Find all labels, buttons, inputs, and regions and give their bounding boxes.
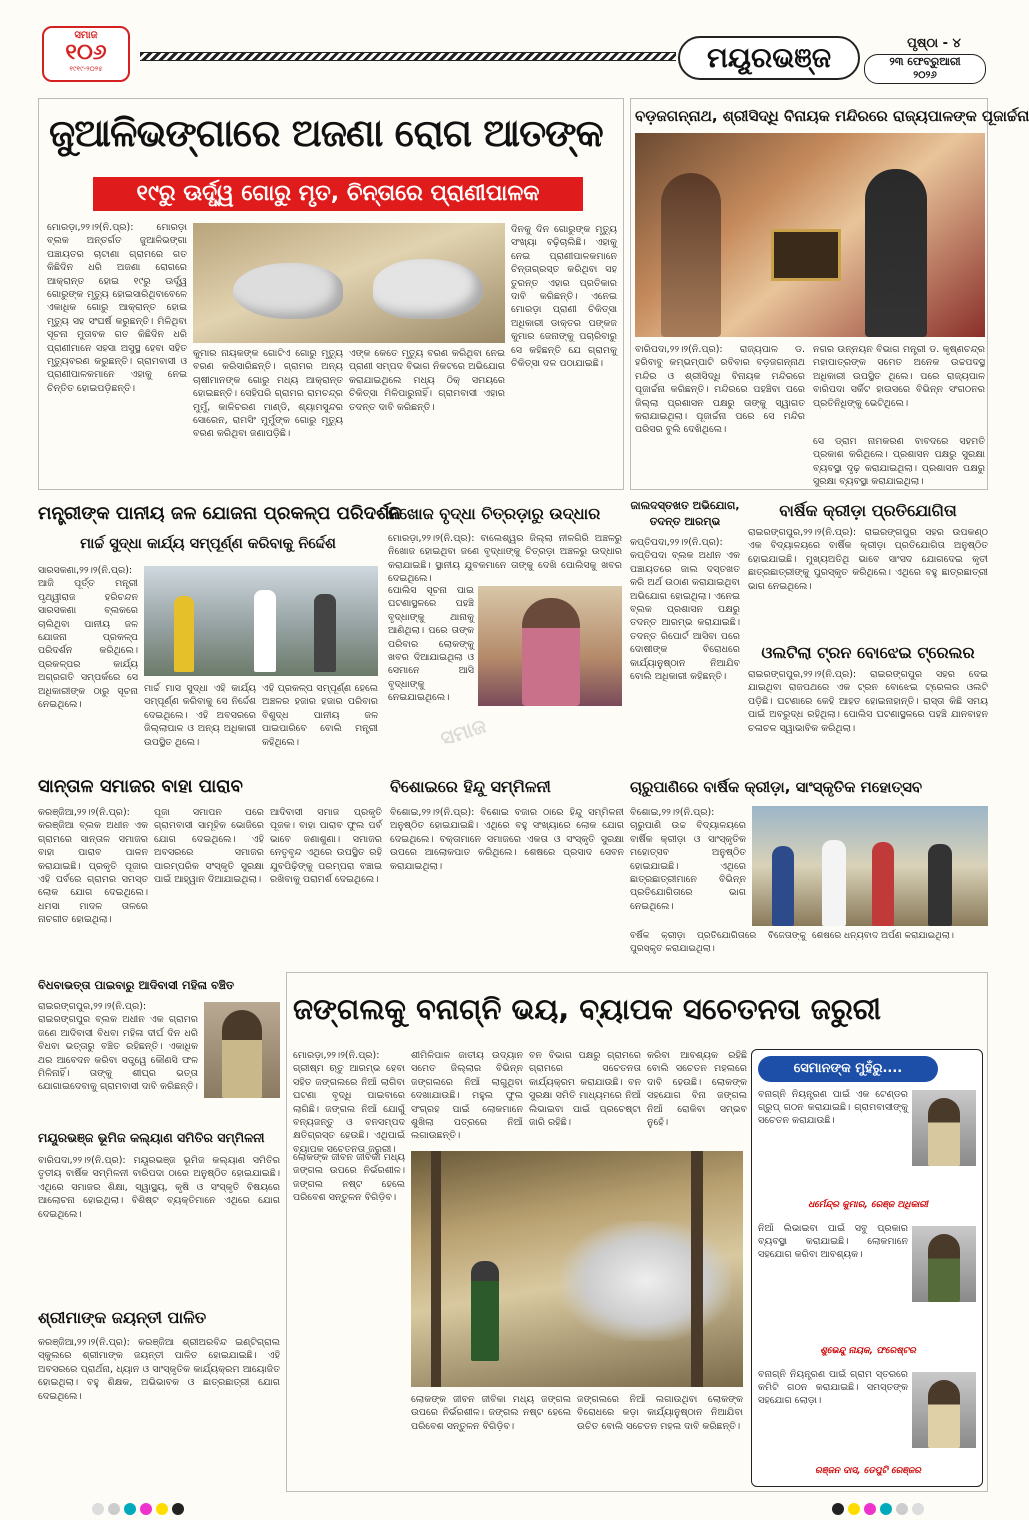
story3-col1: ସାରସକଣା,୨୨।୨(ନି.ପ୍ର): ଆଜି ପୂର୍ତ୍ତ ମନ୍ତ୍ରୀ ପୃଥ୍ୱୀରାଜ ହରିଚନ୍ଦନ ସାରସକଣା ବ୍ଲକରେ ଚାଲିଥିବା ପାନୀୟ ଜଳ ଯୋଜନା ପ୍ରକଳ୍ପ ପରିଦର୍ଶନ କରିଥିଲେ। ପ୍ରକଳ୍ପର କାର୍ଯ୍ୟ ଅଗ୍ରଗତି ସମ୍ପର୍କରେ ସେ ଅଧିକାରୀଙ୍କ ଠାରୁ ସୂଚନା ନେଇଥିଲେ।	[38, 565, 138, 711]
story14-lower-left: ଲୋକଙ୍କ ଜୀବନ ଜୀବିକା ମଧ୍ୟ ଜଙ୍ଗଲ ଉପରେ ନିର୍ଭରଶୀଳ। ଜଙ୍ଗଲ ନଷ୍ଟ ହେଲେ ପରିବେଶ ସନ୍ତୁଳନ ବିଗିଡ଼ିବ।	[411, 1394, 571, 1432]
masthead	[0, 0, 1024, 92]
smoke-cloud	[561, 1221, 731, 1341]
story1-col1: ମୋରଡ଼ା,୨୨।୨(ନି.ପ୍ର): ମୋରଡ଼ା ବ୍ଲକ ଅନ୍ତର୍ଗତ ଜୁଆଳିଭଙ୍ଗା ପଞ୍ଚାୟତର ଚାଟାଣା ଗ୍ରାମରେ ଗତ କିଛିଦିନ ଧରି ଅଜଣା ରୋଗରେ ଆକ୍ରାନ୍ତ ହୋଇ ୧୯ରୁ ଊର୍ଦ୍ଧ୍ୱ ଗୋରୁଙ୍କ ମୃତ୍ୟୁ ହୋଇସାରିଥିବାବେଳେ ଏକାଧିକ ଗୋରୁ ଆକ୍ରାନ୍ତ ହୋଇ ମୃତ୍ୟୁ ସହ ସଂଘର୍ଷ କରୁଛନ୍ତି। ମିଳିଥିବା ସୂଚନା ମୁତାବକ ଗତ କିଛିଦିନ ଧରି ପ୍ରାଣୀମାନେ ସହସା ଅସୁସ୍ଥ ହେବା ସହିତ ମୃତ୍ୟୁବରଣ କରୁଛନ୍ତି। ଗ୍ରାମବାସୀ ଓ ପ୍ରାଣୀପାଳକମାନେ ଏହାକୁ ନେଇ ଚିନ୍ତିତ ହୋଇପଡ଼ିଛନ୍ତି।	[47, 222, 187, 394]
story14-col3: ବନ ବିଭାଗ ପକ୍ଷରୁ ଗ୍ରାମରେ ଗ୍ରାମରେ ସଚେତନତା କାର୍ଯ୍ୟକ୍ରମ କରାଯାଉଛି। ବନ ସୁରକ୍ଷା ସମିତି ମାଧ୍ୟମରେ ନିଆଁ ଲିଭାଇବା ପାଇଁ ପ୍ରଚେଷ୍ଟା ଜାରି ରହିଛି।	[529, 1050, 641, 1129]
story3-photo	[144, 566, 378, 676]
story-forged-signature	[630, 496, 740, 766]
story14-lower-right: ଜଙ୍ଗଲରେ ନିଆଁ ଲଗାଉଥିବା ଲୋକଙ୍କ ବିରୋଧରେ କଡ଼ା କାର୍ଯ୍ୟାନୁଷ୍ଠାନ ନିଆଯିବା ଉଚିତ ବୋଲି ସଚେତନ ମହଲ ଦାବି କରିଛନ୍ତି।	[577, 1394, 743, 1432]
worker-figure-3	[314, 594, 336, 672]
color-dot	[912, 1503, 924, 1515]
story8-headline: ସାନ୍ତାଳ ସମାଜର ବାହା ପାରାବ	[38, 776, 243, 797]
tree-trunk-2	[691, 1151, 703, 1387]
story1-col2: କୁମାର ନାୟକଙ୍କ ଗୋଟିଏ ଗୋରୁ ମୃତ୍ୟୁ ବରଣ କରିସାରିଛନ୍ତି। ଗ୍ରାମର ଅନ୍ୟ ଚାଷୀମାନଙ୍କ ଗୋରୁ ମଧ୍ୟ ଆକ୍ରାନ୍ତ ହୋଇଛନ୍ତି। ସେହିପରି ଗ୍ରାମର ରାମଚନ୍ଦ୍ର ମୁର୍ମୁ, କାଳିଚରଣ ମାଣ୍ଡି, ଶ୍ୟାମସୁନ୍ଦର ସୋରେନ, ରାମସିଂ ମୁର୍ମୁଙ୍କ ଗୋରୁ ମୃତ୍ୟୁ ବରଣ କରିଥିବା ଜଣାପଡ଼ିଛି।	[193, 348, 343, 440]
story-sri-maa-jayanti	[38, 1302, 280, 1492]
story12-body: ବାରିପଦା,୨୨।୨(ନି.ପ୍ର): ମୟୂରଭଞ୍ଜ ଭୂମିଜ କଲ୍ୟାଣ ସମିତିର ତୃତୀୟ ବାର୍ଷିକ ସମ୍ମିଳନୀ ବାରିପଦା ଠାରେ ଅନୁଷ୍ଠିତ ହୋଇଯାଇଛି। ଏଥିରେ ସମାଜର ଶିକ୍ଷା, ସ୍ୱାସ୍ଥ୍ୟ, କୃଷି ଓ ସଂସ୍କୃତି ବିଷୟରେ ଆଲୋଚନା ହୋଇଥିଲା। ବିଶିଷ୍ଟ ବ୍ୟକ୍ତିମାନେ ଏଥିରେ ଯୋଗ ଦେଇଥିଲେ।	[38, 1155, 280, 1220]
story7-body: ରାଇରଙ୍ଗପୁର,୨୨।୨(ନି.ପ୍ର): ରାଇରଙ୍ଗପୁର ସହର ଦେଇ ଯାଇଥିବା ରାଜପଥରେ ଏକ ଟ୍ରନ ବୋଝେଇ ଟ୍ରେଲର ଓଲଟି ପଡ଼ିଛି। ଘଟଣାରେ କେହି ଆହତ ହୋଇନାହାନ୍ତି। ରାସ୍ତା କିଛି ସମୟ ପାଇଁ ଅବରୁଦ୍ଧ ରହିଥିଲା। ପୋଲିସ ଘଟଣାସ୍ଥଳରେ ପହଞ୍ଚି ଯାନବାହନ ଚଳାଚଳ ସ୍ୱାଭାବିକ କରିଥିଲା।	[748, 669, 988, 734]
color-dot	[140, 1503, 152, 1515]
story14-col1: ମୋରଡ଼ା,୨୨।୨(ନି.ପ୍ର): ଗ୍ରୀଷ୍ମ ଋତୁ ଆରମ୍ଭ ହେବା ସହିତ ଜଙ୍ଗଲରେ ନିଆଁ ଲାଗିବା ଘଟଣା ବୃଦ୍ଧି ପାଇବାରେ ଲାଗିଛି। ଜଙ୍ଗଲ ନିଆଁ ଯୋଗୁଁ ବନ୍ୟଜନ୍ତୁ ଓ ବନସମ୍ପଦ କ୍ଷତିଗ୍ରସ୍ତ ହେଉଛି। ଏଥିପାଇଁ ବ୍ୟାପକ ସଚେତନତା ଜରୁରୀ।	[293, 1050, 405, 1155]
story14-col4: କରିବା ଆବଶ୍ୟକ ରହିଛି ବୋଲି ସଚେତନ ମହଲରେ ଦାବି ହେଉଛି। ଲୋକଙ୍କ ସହଯୋଗ ବିନା ଜଙ୍ଗଲ ନିଆଁ ରୋକିବା ସମ୍ଭବ ନୁହେଁ।	[647, 1050, 747, 1129]
color-dot	[124, 1503, 136, 1515]
tree-trunk-1	[431, 1151, 441, 1387]
story14-col2: ଶୀମିଳିପାଳ ଜାତୀୟ ଉଦ୍ୟାନ ସମେତ ଜିଲ୍ଲାର ବିଭିନ୍ନ ଜଙ୍ଗଲରେ ନିଆଁ ଲାଗୁଥିବା ଦେଖାଯାଉଛି। ମହୁଲ ଫୁଲ ସଂଗ୍ରହ ପାଇଁ ଲୋକମାନେ ଶୁଖିଲା ପତ୍ରରେ ନିଆଁ ଲଗାଉଛନ୍ତି।	[411, 1050, 523, 1142]
story3-col3: ଏହି ପ୍ରକଳ୍ପ ସମ୍ପୂର୍ଣ୍ଣ ହେଲେ ଅଞ୍ଚଳର ହଜାର ହଜାର ପରିବାର ବିଶୁଦ୍ଧ ପାନୀୟ ଜଳ ପାଇପାରିବେ ବୋଲି ମନ୍ତ୍ରୀ କହିଥିଲେ।	[262, 683, 378, 748]
worker-figure-2	[254, 590, 276, 672]
story2-headline: ବଡ଼ଜଗନ୍ନାଥ, ଶ୍ରୀସିଦ୍ଧି ବିନାୟକ ମନ୍ଦିରରେ ରାଜ୍ୟପାଳଙ୍କ ପୂଜାର୍ଚ୍ଚନା	[635, 107, 1029, 125]
story14-photo	[411, 1151, 743, 1387]
priest-figure	[661, 173, 721, 337]
story9-body: ବିଶୋଇ,୨୨।୨(ନି.ପ୍ର): ବିଶୋଇ ବଜାର ଠାରେ ହିନ୍ଦୁ ସମ୍ମିଳନୀ ଅନୁଷ୍ଠିତ ହୋଇଯାଇଛି। ଏଥିରେ ବହୁ ସଂଖ୍ୟାରେ ଲୋକ ଯୋଗ ଦେଇଥିଲେ। ବକ୍ତାମାନେ ସମାଜରେ ଏକତା ଓ ସଂସ୍କୃତି ସୁରକ୍ଷା ଉପରେ ଆଲୋକପାତ କରିଥିଲେ। ଶେଷରେ ପ୍ରସାଦ ସେବନ କରାଯାଇଥିଲା।	[390, 807, 624, 872]
opinion-1-photo	[912, 1090, 976, 1166]
logo-number: ୧୦୬	[65, 40, 107, 65]
story11-headline: ବିଧବାଭତ୍ତା ପାଇବାରୁ ଆଦିବାସୀ ମହିଳା ବଞ୍ଚିତ	[38, 978, 235, 992]
story-hindu-sammelan	[390, 770, 624, 966]
framed-deity-image	[771, 229, 841, 281]
color-dot	[880, 1503, 892, 1515]
color-dot	[172, 1503, 184, 1515]
color-dot	[156, 1503, 168, 1515]
story-annual-sports	[748, 496, 988, 636]
opinion-1-text: ବନାଗ୍ନି ନିୟନ୍ତ୍ରଣ ପାଇଁ ଏକ ଟେଣ୍ଡର ଗ୍ରୁପ୍ ଗଠନ କରାଯାଇଛି। ଗ୍ରାମବାସୀଙ୍କୁ ସଚେତନ କରାଯାଉଛି।	[758, 1089, 908, 1127]
story-santal-baha	[38, 770, 382, 966]
story11-body: ରାଇରଙ୍ଗପୁର,୨୨।୨(ନି.ପ୍ର): ରାଇରଙ୍ଗପୁର ବ୍ଲକ ଅଧୀନ ଏକ ଗ୍ରାମର ଜଣେ ଆଦିବାସୀ ବିଧବା ମହିଳା ଦୀର୍ଘ ଦିନ ଧରି ବିଧବା ଭତ୍ତାରୁ ବଞ୍ଚିତ ରହିଛନ୍ତି। ଏକାଧିକ ଥର ଆବେଦନ କରିବା ସତ୍ତ୍ୱେ କୌଣସି ଫଳ ମିଳିନାହିଁ। ତାଙ୍କୁ ଶୀଘ୍ର ଭତ୍ତା ଯୋଗାଇଦେବାକୁ ଗ୍ରାମବାସୀ ଦାବି କରିଛନ୍ତି।	[38, 1001, 198, 1093]
story-water-project	[38, 496, 402, 766]
date-line1: ୨୩ ଫେବ୍ରୁଆରୀ	[889, 55, 961, 68]
story5-headline: ଜାଲଦସ୍ତଖତ ଅଭିଯୋଗ, ତଦନ୍ତ ଆରମ୍ଭ	[630, 499, 740, 528]
newspaper-logo	[42, 26, 130, 82]
story9-headline: ବିଶୋଇରେ ହିନ୍ଦୁ ସମ୍ମିଳନୀ	[390, 777, 551, 796]
story10-col1: ବିଶୋଇ,୨୨।୨(ନି.ପ୍ର): ଚାରୁପାଣି ଉଚ୍ଚ ବିଦ୍ୟାଳୟରେ ବାର୍ଷିକ କ୍ରୀଡ଼ା ଓ ସାଂସ୍କୃତିକ ମହୋତ୍ସବ ଅନୁଷ୍ଠିତ ହୋଇଯାଇଛି। ଏଥିରେ ଛାତ୍ରଛାତ୍ରୀମାନେ ବିଭିନ୍ନ ପ୍ରତିଯୋଗିତାରେ ଭାଗ ନେଇଥିଲେ।	[630, 807, 746, 912]
story13-body: କରଞ୍ଜିଆ,୨୨।୨(ନି.ପ୍ର): କରଞ୍ଜିଆ ଶ୍ରୀଅରବିନ୍ଦ ଇଣ୍ଟିଗ୍ରାଲ ସ୍କୁଲରେ ଶ୍ରୀମାଙ୍କ ଜୟନ୍ତୀ ପାଳିତ ହୋଇଯାଇଛି। ଏହି ଅବସରରେ ପ୍ରାର୍ଥନା, ଧ୍ୟାନ ଓ ସାଂସ୍କୃତିକ କାର୍ଯ୍ୟକ୍ରମ ଆୟୋଜିତ ହୋଇଥିଲା। ବହୁ ଶିକ୍ଷକ, ଅଭିଭାବକ ଓ ଛାତ୍ରଛାତ୍ରୀ ଯୋଗ ଦେଇଥିଲେ।	[38, 1337, 280, 1402]
story10-caption2: ଶେଷରେ ଧନ୍ୟବାଦ ଅର୍ପଣ କରାଯାଇଥିଲା।	[812, 931, 954, 941]
story2-col3: ସେ ଡ୍ରାମ ନାମକରଣ ବାବଦରେ ସହମତି ପ୍ରକାଶ କରିଥିଲେ। ପ୍ରଶାସନ ପକ୍ଷରୁ ସୁରକ୍ଷା ବ୍ୟବସ୍ଥା ଦୃଢ଼ କରାଯାଇଥିଲା। ପ୍ରଶାସନ ପକ୍ଷରୁ ସୁରକ୍ଷା ବ୍ୟବସ୍ଥା କରାଯାଇଥିଲା।	[813, 436, 985, 488]
story3-subhead: ମାର୍ଚ୍ଚ ସୁଦ୍ଧା କାର୍ଯ୍ୟ ସମ୍ପୂର୍ଣ୍ଣ କରିବାକୁ ନିର୍ଦ୍ଦେଶ	[80, 536, 336, 552]
officer-figure-2	[928, 1234, 960, 1302]
story6-body: ରାଇରଙ୍ଗପୁର,୨୨।୨(ନି.ପ୍ର): ରାଇରଙ୍ଗପୁର ସହର ଉପକଣ୍ଠ ଏକ ବିଦ୍ୟାଳୟରେ ବାର୍ଷିକ କ୍ରୀଡ଼ା ପ୍ରତିଯୋଗିତା ଅନୁଷ୍ଠିତ ହୋଇଯାଇଛି। ମୁଖ୍ୟଅତିଥି ଭାବେ ସାଂସଦ ଯୋଗଦେଇ କୃତୀ ଛାତ୍ରଛାତ୍ରୀଙ୍କୁ ପୁରସ୍କୃତ କରିଥିଲେ। ଏଥିରେ ବହୁ ଛାତ୍ରଛାତ୍ରୀ ଭାଗ ନେଇଥିଲେ।	[748, 527, 988, 592]
story-widow-pension	[38, 972, 280, 1122]
opinion-3-name: ରଞ୍ଜନ ଦାସ, ଡେପୁଟି ରେଞ୍ଜର	[815, 1466, 921, 1476]
opinion-2-photo	[912, 1226, 976, 1302]
story8-col2: ପୂଜା ସମାପନ ପରେ ଗ୍ରାମବାସୀ ସାମୂହିକ ଭୋଜିରେ ଯୋଗ ଦେଇଥିଲେ। ଏହି ଅବସରରେ ସମାଜର ପାରମ୍ପରିକ ସଂସ୍କୃତି ସୁରକ୍ଷା ପାଇଁ ଆହ୍ୱାନ ଦିଆଯାଇଥିଲା।	[154, 807, 264, 886]
story10-photo	[752, 806, 988, 926]
forest-worker-figure	[471, 1261, 499, 1361]
opinion-2-text: ନିଆଁ ଲିଭାଇବା ପାଇଁ ସବୁ ପ୍ରକାର ବ୍ୟବସ୍ଥା କରାଯାଇଛି। ଲୋକମାନେ ସହଯୋଗ କରିବା ଆବଶ୍ୟକ।	[758, 1223, 908, 1261]
color-dot	[108, 1503, 120, 1515]
group-figure-1	[772, 846, 794, 926]
story11-photo	[204, 1002, 280, 1098]
color-dot	[832, 1503, 844, 1515]
story2-col2: ନଗର ଉନ୍ନୟନ ବିଭାଗ ମନ୍ତ୍ରୀ ଡ. କୃଷ୍ଣଚନ୍ଦ୍ର ମହାପାତ୍ରଙ୍କ ସମେତ ଅନେକ ଉଚ୍ଚପଦସ୍ଥ ଅଧିକାରୀ ଉପସ୍ଥିତ ଥିଲେ। ପରେ ରାଜ୍ୟପାଳ ବାରିପଦା ସର୍କିଟ ହାଉସରେ ବିଭିନ୍ନ ସଂଗଠନର ପ୍ରତିନିଧିଙ୍କୁ ଭେଟିଥିଲେ।	[813, 344, 985, 409]
opinion-3-photo	[912, 1372, 976, 1448]
story8-col3: ଆଦିବାସୀ ସମାଜ ପ୍ରକୃତି ପୂଜକ। ବାହା ପାରାବ ଫୁଲ ପର୍ବ ଭାବେ ଜଣାଶୁଣା। ସମାଜର ନେତୃବୃନ୍ଦ ଏଥିରେ ଉପସ୍ଥିତ ରହି ଯୁବପିଢ଼ିଙ୍କୁ ପରମ୍ପରା ବଞ୍ଚାଇ ରଖିବାକୁ ପରାମର୍ଶ ଦେଇଥିଲେ।	[270, 807, 382, 886]
page-number: ପୃଷ୍ଠା - ୪	[907, 36, 961, 51]
story3-headline: ମନ୍ତ୍ରୀଙ୍କ ପାନୀୟ ଜଳ ଯୋଜନା ପ୍ରକଳ୍ପ ପରିଦର୍ଶନ	[38, 503, 402, 524]
footer-color-bar-right	[830, 1500, 940, 1512]
story6-headline: ବାର୍ଷିକ କ୍ରୀଡ଼ା ପ୍ରତିଯୋଗିତା	[779, 501, 957, 520]
story-governor-puja	[630, 98, 1029, 490]
story4-col1: ମୋରଡ଼ା,୨୨।୨(ନି.ପ୍ର): ବାଲେଶ୍ୱର ଜିଲ୍ଲା ନୀଳଗିରି ଅଞ୍ଚଳରୁ ନିଖୋଜ ହୋଇଥିବା ଜଣେ ବୃଦ୍ଧାଙ୍କୁ ଚିତ୍ରଡ଼ା ଅଞ୍ଚଳରୁ ଉଦ୍ଧାର କରାଯାଇଛି। ସ୍ଥାନୀୟ ଯୁବକମାନେ ତାଙ୍କୁ ଦେଖି ପୋଲିସକୁ ଖବର ଦେଇଥିଲେ।	[388, 533, 622, 585]
date-box	[864, 54, 986, 84]
group-figure-2	[822, 840, 846, 926]
story5-body: କପ୍ତିପଦା,୨୨।୨(ନି.ପ୍ର): କପ୍ତିପଦା ବ୍ଲକ ଅଧୀନ ଏକ ପଞ୍ଚାୟତରେ ଜାଲ ଦସ୍ତଖତ କରି ଅର୍ଥ ଉଠାଣ କରାଯାଇଥିବା ଅଭିଯୋଗ ହୋଇଥିଲା। ଏନେଇ ବ୍ଲକ ପ୍ରଶାସନ ପକ୍ଷରୁ ତଦନ୍ତ ଆରମ୍ଭ କରାଯାଇଛି। ତଦନ୍ତ ରିପୋର୍ଟ ଆସିବା ପରେ ଦୋଷୀଙ୍କ ବିରୋଧରେ କାର୍ଯ୍ୟାନୁଷ୍ଠାନ ନିଆଯିବ ବୋଲି ଅଧିକାରୀ କହିଛନ୍ତି।	[630, 537, 740, 683]
group-figure-4	[928, 844, 952, 926]
dead-cattle-figure-1	[233, 263, 343, 319]
story14-headline: ଜଙ୍ଗଲକୁ ବନାଗ୍ନି ଭୟ, ବ୍ୟାପକ ସଚେତନତା ଜରୁରୀ	[293, 992, 882, 1026]
story10-caption1: ବର୍ଷିକ କ୍ରୀଡ଼ା ପ୍ରତିଯୋଗିତାରେ ବିଜେତାଙ୍କୁ ପୁରସ୍କୃତ କରାଯାଇଥିଲା।	[630, 931, 806, 955]
story4-col2: ପୋଲିସ ସୂଚନା ପାଇ ଘଟଣାସ୍ଥଳରେ ପହଞ୍ଚି ବୃଦ୍ଧାଙ୍କୁ ଥାନାକୁ ଆଣିଥିଲା। ପରେ ତାଙ୍କ ପରିବାର ଲୋକଙ୍କୁ ଖବର ଦିଆଯାଇଥିଲା ଓ ସେମାନେ ଆସି ବୃଦ୍ଧାଙ୍କୁ ନେଇଯାଇଥିଲେ।	[388, 585, 474, 704]
governor-figure	[865, 169, 927, 337]
opinion-2-name: ଶୁଭେନ୍ଦୁ ନାୟକ, ଫରେଷ୍ଟର	[820, 1346, 916, 1356]
officer-figure-3	[928, 1380, 960, 1448]
logo-years: ୧୯୧୯-୨୦୨୫	[69, 65, 103, 73]
story-charupani-festival	[630, 770, 988, 966]
story8-col1: କରଞ୍ଜିଆ,୨୨।୨(ନି.ପ୍ର): କରଞ୍ଜିଆ ବ୍ଲକ ଅଧୀନ ଏକ ଗ୍ରାମରେ ସାନ୍ତାଳ ସମାଜର ବାହା ପାରାବ ପାଳନ କରାଯାଇଛି। ପ୍ରକୃତି ପୂଜାର ଏହି ପର୍ବରେ ଗ୍ରାମର ସମସ୍ତ ଲୋକ ଯୋଗ ଦେଇଥିଲେ। ଧମସା ମାଦଳ ତାଳରେ ନାଚଗୀତ ହୋଇଥିଲା।	[38, 807, 148, 926]
story-trailer-overturn	[748, 638, 988, 766]
color-dot	[848, 1503, 860, 1515]
masthead-rule	[140, 52, 676, 61]
story13-headline: ଶ୍ରୀମାଙ୍କ ଜୟନ୍ତୀ ପାଳିତ	[38, 1308, 207, 1327]
story10-headline: ଚାରୁପାଣିରେ ବାର୍ଷିକ କ୍ରୀଡ଼ା, ସାଂସ୍କୃତିକ ମହୋତ୍ସବ	[630, 778, 923, 796]
group-figure-3	[872, 842, 894, 926]
story4-photo	[478, 586, 622, 706]
section-title: ମୟୂରଭଞ୍ଜ	[678, 36, 860, 80]
story-forest-fire	[286, 972, 988, 1492]
opinions-box	[751, 1049, 983, 1487]
opinion-3-text: ବନାଗ୍ନି ନିୟନ୍ତ୍ରଣ ପାଇଁ ଗ୍ରାମ ସ୍ତରରେ କମିଟି ଗଠନ କରାଯାଇଛି। ସମସ୍ତଙ୍କ ସହଯୋଗ ଲୋଡ଼ା।	[758, 1369, 908, 1407]
story1-subhead: ୧୯ରୁ ଊର୍ଦ୍ଧ୍ୱ ଗୋରୁ ମୃତ, ଚିନ୍ତାରେ ପ୍ରାଣୀପାଳକ	[93, 177, 583, 211]
story2-photo	[635, 133, 985, 337]
story4-headline: ନିଖୋଜ ବୃଦ୍ଧା ଚିତ୍ରଡ଼ାରୁ ଉଦ୍ଧାର	[388, 504, 601, 523]
story1-headline: ଜୁଆଳିଭଙ୍ଗାରେ ଅଜଣା ରୋଗ ଆତଙ୍କ	[49, 111, 603, 155]
story2-col1: ବାରିପଦା,୨୨।୨(ନି.ପ୍ର): ରାଜ୍ୟପାଳ ଡ. ହରିବାବୁ କମ୍ଭମ୍ପାଟି ରବିବାର ବଡ଼ଜଗନ୍ନାଥ ମନ୍ଦିର ଓ ଶ୍ରୀସିଦ୍ଧି ବିନାୟକ ମନ୍ଦିରରେ ପୂଜାର୍ଚ୍ଚନା କରିଛନ୍ତି। ମନ୍ଦିରରେ ପହଞ୍ଚିବା ପରେ ଜିଲ୍ଲା ପ୍ରଶାସନ ପକ୍ଷରୁ ତାଙ୍କୁ ସ୍ୱାଗତ କରାଯାଇଥିଲା। ପୂଜାର୍ଚ୍ଚନା ପରେ ସେ ମନ୍ଦିର ପରିସର ବୁଲି ଦେଖିଥିଲେ।	[635, 344, 805, 436]
story-missing-woman	[388, 496, 622, 766]
story12-headline: ମୟୂରଭଞ୍ଜ ଭୂମିଜ କଲ୍ୟାଣ ସମିତିର ସମ୍ମିଳନୀ	[38, 1130, 265, 1145]
color-dot	[92, 1503, 104, 1515]
color-dot	[896, 1503, 908, 1515]
elderly-woman-figure	[522, 598, 580, 706]
story1-col3: ଏଙ୍କ କେତେ ମୃତ୍ୟୁ ବରଣ କରିଥିବା ନେଇ ପ୍ରାଣୀ ସମ୍ପଦ ବିଭାଗ ନିକଟରେ ଅଭିଯୋଗ କରାଯାଇଥିଲେ ମଧ୍ୟ ଠିକ୍ ସମୟରେ ଚିକିତ୍ସା ମିଳିପାରୁନାହିଁ। ଗ୍ରାମବାସୀ ଏହାର ତଦନ୍ତ ଦାବି କରିଛନ୍ତି।	[349, 348, 505, 413]
opinion-1-name: ଧର୍ମେନ୍ଦ୍ର କୁମାର, ରେଞ୍ଜ ଅଧିକାରୀ	[808, 1200, 928, 1210]
color-dot	[864, 1503, 876, 1515]
story1-col4: ଦିନକୁ ଦିନ ଗୋରୁଙ୍କ ମୃତ୍ୟୁ ସଂଖ୍ୟା ବଢ଼ିଚାଲିଛି। ଏହାକୁ ନେଇ ପ୍ରାଣୀପାଳକମାନେ ଚିନ୍ତାଗ୍ରସ୍ତ କରିଥିବା ସହ ତୁରନ୍ତ ଏହାର ପ୍ରତିକାର ଦାବି କରିଛନ୍ତି। ଏନେଇ ମୋରଡ଼ା ପ୍ରାଣୀ ଚିକିତ୍ସା ଅଧିକାରୀ ଡାକ୍ତର ପଙ୍କଜ କୁମାର ଜେନାଙ୍କୁ ପଚାରିବାରୁ ସେ କହିଛନ୍ତି ଯେ ଗ୍ରାମକୁ ଚିକିତ୍ସା ଦଳ ପଠାଯାଇଛି।	[511, 224, 617, 370]
opinions-title: ସେମାନଙ୍କ ମୁହଁରୁ....	[758, 1056, 938, 1082]
story7-headline: ଓଲଟିଲା ଟ୍ରନ ବୋଝେଇ ଟ୍ରେଲର	[761, 643, 975, 662]
watermark: ସମାଜ	[437, 713, 489, 751]
date-line2: ୨୦୨୬	[913, 70, 937, 81]
story1-photo	[193, 223, 505, 343]
story-cattle-disease	[38, 98, 624, 490]
worker-figure-1	[174, 596, 194, 672]
story3-col2: ମାର୍ଚ୍ଚ ମାସ ସୁଦ୍ଧା ଏହି କାର୍ଯ୍ୟ ସମ୍ପୂର୍ଣ୍ଣ କରିବାକୁ ସେ ନିର୍ଦ୍ଦେଶ ଦେଇଥିଲେ। ଏହି ଅବସରରେ ଜିଲ୍ଲାପାଳ ଓ ଅନ୍ୟ ଅଧିକାରୀ ଉପସ୍ଥିତ ଥିଲେ।	[144, 683, 256, 748]
dead-cattle-figure-2	[373, 259, 483, 319]
logo-top-text: ସମାଜ	[74, 30, 98, 41]
story-bhumij-samiti	[38, 1124, 280, 1300]
officer-figure-1	[928, 1098, 960, 1166]
widow-figure	[222, 1010, 262, 1098]
story14-col-left-lower: ଲୋକଙ୍କ ଜୀବନ ଜୀବିକା ମଧ୍ୟ ଜଙ୍ଗଲ ଉପରେ ନିର୍ଭରଶୀଳ। ଜଙ୍ଗଲ ନଷ୍ଟ ହେଲେ ପରିବେଶ ସନ୍ତୁଳନ ବିଗିଡ଼ିବ।	[293, 1152, 405, 1204]
footer-color-bar-left	[90, 1500, 200, 1512]
